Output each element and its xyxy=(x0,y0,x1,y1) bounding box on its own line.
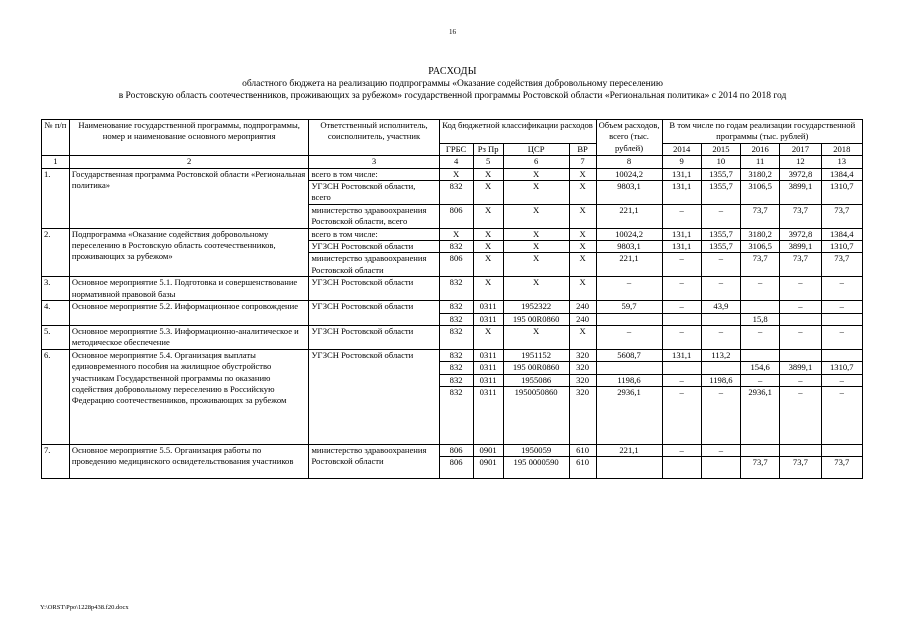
cell-2016: 73,7 xyxy=(741,204,780,228)
cell-grbs: 832 xyxy=(439,386,473,444)
expenses-table xyxy=(41,119,863,479)
row-responsible: УГЗСН Ростовской области xyxy=(309,325,439,349)
cell-csr: Х xyxy=(503,228,569,240)
cell-2015: 1198,6 xyxy=(701,374,740,386)
cell-vr: 320 xyxy=(569,374,596,386)
cell-2017: – xyxy=(780,277,821,301)
cell-volume: 221,1 xyxy=(596,253,662,277)
header-code: Код бюджетной классификации расходов xyxy=(439,120,596,144)
cell-volume: 9803,1 xyxy=(596,241,662,253)
cell-2018: 1384,4 xyxy=(821,168,862,180)
cell-2016: 3180,2 xyxy=(741,168,780,180)
cell-rzpr: Х xyxy=(473,241,503,253)
cell-2017: 3899,1 xyxy=(780,181,821,205)
cell-2018: 73,7 xyxy=(821,253,862,277)
cell-2015 xyxy=(701,362,740,374)
cell-volume: 2936,1 xyxy=(596,386,662,444)
cell-volume: – xyxy=(596,277,662,301)
row-responsible: УГЗСН Ростовской области, всего xyxy=(309,181,439,205)
cell-grbs: 832 xyxy=(439,349,473,361)
row-responsible: УГЗСН Ростовской области xyxy=(309,241,439,253)
header-2015: 2015 xyxy=(701,143,740,155)
cell-grbs: Х xyxy=(439,168,473,180)
col-number: 11 xyxy=(741,156,780,168)
header-name: Наименование государственной программы, подпрограммы, номер и наименование основного мероприятия xyxy=(69,120,309,156)
cell-2017: 3972,8 xyxy=(780,228,821,240)
cell-2014 xyxy=(662,362,701,374)
cell-vr: Х xyxy=(569,204,596,228)
cell-vr: 320 xyxy=(569,386,596,444)
cell-2016 xyxy=(741,301,780,313)
cell-2017: 3972,8 xyxy=(780,168,821,180)
cell-2015: 1355,7 xyxy=(701,228,740,240)
col-number: 6 xyxy=(503,156,569,168)
cell-volume xyxy=(596,313,662,325)
row-name: Основное мероприятие 5.2. Информационное сопровождение xyxy=(69,301,309,326)
cell-csr: 1950059 xyxy=(503,444,569,456)
cell-csr: Х xyxy=(503,241,569,253)
cell-2017: – xyxy=(780,301,821,313)
cell-2016: – xyxy=(741,325,780,349)
cell-2015: – xyxy=(701,444,740,456)
cell-rzpr: 0901 xyxy=(473,444,503,456)
cell-volume: 10024,2 xyxy=(596,168,662,180)
cell-2016: 3106,5 xyxy=(741,241,780,253)
column-number-row xyxy=(42,156,863,168)
cell-vr: Х xyxy=(569,241,596,253)
cell-volume xyxy=(596,362,662,374)
cell-2014: – xyxy=(662,374,701,386)
cell-volume: 1198,6 xyxy=(596,374,662,386)
cell-volume: 59,7 xyxy=(596,301,662,313)
cell-2014: – xyxy=(662,253,701,277)
cell-2018: – xyxy=(821,277,862,301)
cell-grbs: 832 xyxy=(439,313,473,325)
row-name: Основное мероприятие 5.5. Организация работы по проведению медицинского освидетельствования участников xyxy=(69,444,309,478)
cell-volume: 221,1 xyxy=(596,444,662,456)
page-number: 16 xyxy=(449,28,456,36)
cell-csr: 1950050860 xyxy=(503,386,569,444)
cell-vr: Х xyxy=(569,253,596,277)
cell-2018: – xyxy=(821,301,862,313)
cell-grbs: 832 xyxy=(439,181,473,205)
file-path-footer: Y:\ORST\Ppo\1228p438.f20.docx xyxy=(40,604,129,611)
cell-rzpr: Х xyxy=(473,277,503,301)
cell-csr: 195 00R0860 xyxy=(503,362,569,374)
document-title xyxy=(0,66,905,103)
row-name: Основное мероприятие 5.1. Подготовка и совершенствование нормативной правовой базы xyxy=(69,277,309,301)
header-csr: ЦСР xyxy=(503,143,569,155)
cell-2014: – xyxy=(662,386,701,444)
cell-rzpr: Х xyxy=(473,253,503,277)
cell-vr: 320 xyxy=(569,349,596,361)
cell-2014: – xyxy=(662,301,701,313)
cell-vr: 610 xyxy=(569,457,596,479)
cell-2014 xyxy=(662,313,701,325)
cell-grbs: 832 xyxy=(439,277,473,301)
cell-2016: 73,7 xyxy=(741,457,780,479)
cell-vr: Х xyxy=(569,168,596,180)
header-2017: 2017 xyxy=(780,143,821,155)
cell-csr: Х xyxy=(503,204,569,228)
table-row xyxy=(42,301,863,313)
cell-2014 xyxy=(662,457,701,479)
cell-2014: – xyxy=(662,444,701,456)
cell-2014: 131,1 xyxy=(662,181,701,205)
cell-2015: – xyxy=(701,253,740,277)
col-number: 10 xyxy=(701,156,740,168)
cell-2015 xyxy=(701,457,740,479)
row-responsible: УГЗСН Ростовской области xyxy=(309,277,439,301)
cell-vr: Х xyxy=(569,325,596,349)
cell-grbs: 832 xyxy=(439,301,473,313)
row-number: 6. xyxy=(42,349,70,444)
col-number: 9 xyxy=(662,156,701,168)
cell-csr: 1952322 xyxy=(503,301,569,313)
cell-2018: 1384,4 xyxy=(821,228,862,240)
row-number: 3. xyxy=(42,277,70,301)
cell-2015: 1355,7 xyxy=(701,241,740,253)
cell-rzpr: Х xyxy=(473,228,503,240)
cell-rzpr: Х xyxy=(473,181,503,205)
cell-2017: 3899,1 xyxy=(780,362,821,374)
row-name: Подпрограмма «Оказание содействия добровольному переселению в Ростовскую область соотечественников, проживающих за рубежом» xyxy=(69,228,309,277)
cell-2017 xyxy=(780,349,821,361)
cell-2018: 73,7 xyxy=(821,457,862,479)
row-name: Основное мероприятие 5.4. Организация выплаты единовременного пособия на жилищное обустройство участникам Государственной программы по оказанию содействия добровольному переселению в Российскую Федерацию соотечественников, проживающих за рубежом xyxy=(69,349,309,444)
cell-grbs: 832 xyxy=(439,325,473,349)
cell-2018: 73,7 xyxy=(821,204,862,228)
cell-2018 xyxy=(821,313,862,325)
cell-2014: 131,1 xyxy=(662,168,701,180)
cell-rzpr: Х xyxy=(473,325,503,349)
cell-csr: Х xyxy=(503,168,569,180)
row-number: 2. xyxy=(42,228,70,277)
cell-rzpr: 0901 xyxy=(473,457,503,479)
cell-volume: 5608,7 xyxy=(596,349,662,361)
table-row xyxy=(42,444,863,456)
row-number: 7. xyxy=(42,444,70,478)
cell-rzpr: 0311 xyxy=(473,301,503,313)
header-2018: 2018 xyxy=(821,143,862,155)
cell-2014: – xyxy=(662,277,701,301)
cell-2017: – xyxy=(780,386,821,444)
cell-grbs: 806 xyxy=(439,253,473,277)
cell-rzpr: Х xyxy=(473,204,503,228)
title-line-2: в Ростовскую область соотечественников, проживающих за рубежом» государственной программы Ростовской области «Региональная политика» с 2014 по 2018 год xyxy=(118,91,787,102)
cell-grbs: 806 xyxy=(439,457,473,479)
cell-2014: – xyxy=(662,325,701,349)
cell-vr: Х xyxy=(569,277,596,301)
header-grbs: ГРБС xyxy=(439,143,473,155)
row-number: 4. xyxy=(42,301,70,326)
cell-2017: 73,7 xyxy=(780,204,821,228)
title-line-1: областного бюджета на реализацию подпрограммы «Оказание содействия добровольному переселению xyxy=(242,79,663,90)
cell-2018: – xyxy=(821,386,862,444)
cell-2016: 15,8 xyxy=(741,313,780,325)
cell-2016: 154,6 xyxy=(741,362,780,374)
cell-2018: 1310,7 xyxy=(821,362,862,374)
header-resp: Ответственный исполнитель, соисполнитель, участник xyxy=(309,120,439,156)
header-years: В том числе по годам реализации государственной программы (тыс. рублей) xyxy=(662,120,862,144)
cell-2015: 1355,7 xyxy=(701,181,740,205)
header-2016: 2016 xyxy=(741,143,780,155)
cell-rzpr: 0311 xyxy=(473,362,503,374)
cell-csr: Х xyxy=(503,325,569,349)
cell-2018: – xyxy=(821,325,862,349)
cell-2016: 3106,5 xyxy=(741,181,780,205)
col-number: 2 xyxy=(69,156,309,168)
row-name: Основное мероприятие 5.3. Информационно-аналитическое и методическое обеспечение xyxy=(69,325,309,349)
cell-2015: – xyxy=(701,386,740,444)
cell-2014: 131,1 xyxy=(662,349,701,361)
header-row xyxy=(42,120,863,144)
cell-grbs: 806 xyxy=(439,444,473,456)
cell-rzpr: 0311 xyxy=(473,349,503,361)
header-vr: ВР xyxy=(569,143,596,155)
cell-2015: 113,2 xyxy=(701,349,740,361)
cell-2016: – xyxy=(741,277,780,301)
cell-2015: – xyxy=(701,277,740,301)
row-responsible: всего в том числе: xyxy=(309,168,439,180)
cell-2016: 3180,2 xyxy=(741,228,780,240)
row-number: 1. xyxy=(42,168,70,228)
cell-csr: Х xyxy=(503,277,569,301)
row-responsible: министерство здравоохранения Ростовской области xyxy=(309,253,439,277)
cell-2018: – xyxy=(821,374,862,386)
table-row xyxy=(42,349,863,361)
table-row xyxy=(42,325,863,349)
cell-2016 xyxy=(741,444,780,456)
col-number: 5 xyxy=(473,156,503,168)
cell-2015: 43,9 xyxy=(701,301,740,313)
cell-csr: Х xyxy=(503,253,569,277)
cell-grbs: Х xyxy=(439,228,473,240)
header-volume: Объем расходов, всего (тыс. рублей) xyxy=(596,120,662,156)
cell-2015: – xyxy=(701,204,740,228)
row-responsible: министерство здравоохранения Ростовской области xyxy=(309,444,439,478)
title-main: РАСХОДЫ xyxy=(428,66,477,77)
cell-grbs: 832 xyxy=(439,362,473,374)
cell-rzpr: 0311 xyxy=(473,386,503,444)
cell-2016: – xyxy=(741,374,780,386)
cell-grbs: 832 xyxy=(439,241,473,253)
cell-rzpr: Х xyxy=(473,168,503,180)
cell-2017: – xyxy=(780,325,821,349)
cell-2018: 1310,7 xyxy=(821,241,862,253)
cell-2014: – xyxy=(662,204,701,228)
cell-rzpr: 0311 xyxy=(473,313,503,325)
cell-2017 xyxy=(780,444,821,456)
cell-grbs: 832 xyxy=(439,374,473,386)
cell-2018 xyxy=(821,444,862,456)
col-number: 1 xyxy=(42,156,70,168)
cell-2015: 1355,7 xyxy=(701,168,740,180)
table-row xyxy=(42,168,863,180)
cell-volume xyxy=(596,457,662,479)
table-row xyxy=(42,277,863,301)
cell-vr: 320 xyxy=(569,362,596,374)
cell-vr: 240 xyxy=(569,301,596,313)
row-responsible: УГЗСН Ростовской области xyxy=(309,301,439,326)
table-row xyxy=(42,228,863,240)
cell-vr: Х xyxy=(569,228,596,240)
cell-volume: 10024,2 xyxy=(596,228,662,240)
cell-volume: – xyxy=(596,325,662,349)
header-2014: 2014 xyxy=(662,143,701,155)
cell-2017: 73,7 xyxy=(780,457,821,479)
cell-2017 xyxy=(780,313,821,325)
cell-2017: – xyxy=(780,374,821,386)
cell-rzpr: 0311 xyxy=(473,374,503,386)
col-number: 4 xyxy=(439,156,473,168)
cell-2017: 73,7 xyxy=(780,253,821,277)
cell-volume: 221,1 xyxy=(596,204,662,228)
cell-csr: Х xyxy=(503,181,569,205)
cell-csr: 195 00R0860 xyxy=(503,313,569,325)
col-number: 3 xyxy=(309,156,439,168)
col-number: 8 xyxy=(596,156,662,168)
cell-vr: Х xyxy=(569,181,596,205)
cell-csr: 1951152 xyxy=(503,349,569,361)
row-name: Государственная программа Ростовской области «Региональная политика» xyxy=(69,168,309,228)
cell-2017: 3899,1 xyxy=(780,241,821,253)
cell-2015: – xyxy=(701,325,740,349)
cell-csr: 1955086 xyxy=(503,374,569,386)
cell-vr: 610 xyxy=(569,444,596,456)
cell-vr: 240 xyxy=(569,313,596,325)
row-responsible: министерство здравоохранения Ростовской области, всего xyxy=(309,204,439,228)
cell-2018 xyxy=(821,349,862,361)
cell-csr: 195 0000590 xyxy=(503,457,569,479)
cell-2016: 2936,1 xyxy=(741,386,780,444)
header-rzpr: Рз Пр xyxy=(473,143,503,155)
row-responsible: всего в том числе: xyxy=(309,228,439,240)
cell-grbs: 806 xyxy=(439,204,473,228)
cell-2014: 131,1 xyxy=(662,228,701,240)
cell-2016: 73,7 xyxy=(741,253,780,277)
cell-2015 xyxy=(701,313,740,325)
row-number: 5. xyxy=(42,325,70,349)
cell-2016 xyxy=(741,349,780,361)
row-responsible: УГЗСН Ростовской области xyxy=(309,349,439,444)
cell-volume: 9803,1 xyxy=(596,181,662,205)
header-num: № п/п xyxy=(42,120,70,156)
col-number: 7 xyxy=(569,156,596,168)
cell-2018: 1310,7 xyxy=(821,181,862,205)
cell-2014: 131,1 xyxy=(662,241,701,253)
col-number: 12 xyxy=(780,156,821,168)
col-number: 13 xyxy=(821,156,862,168)
